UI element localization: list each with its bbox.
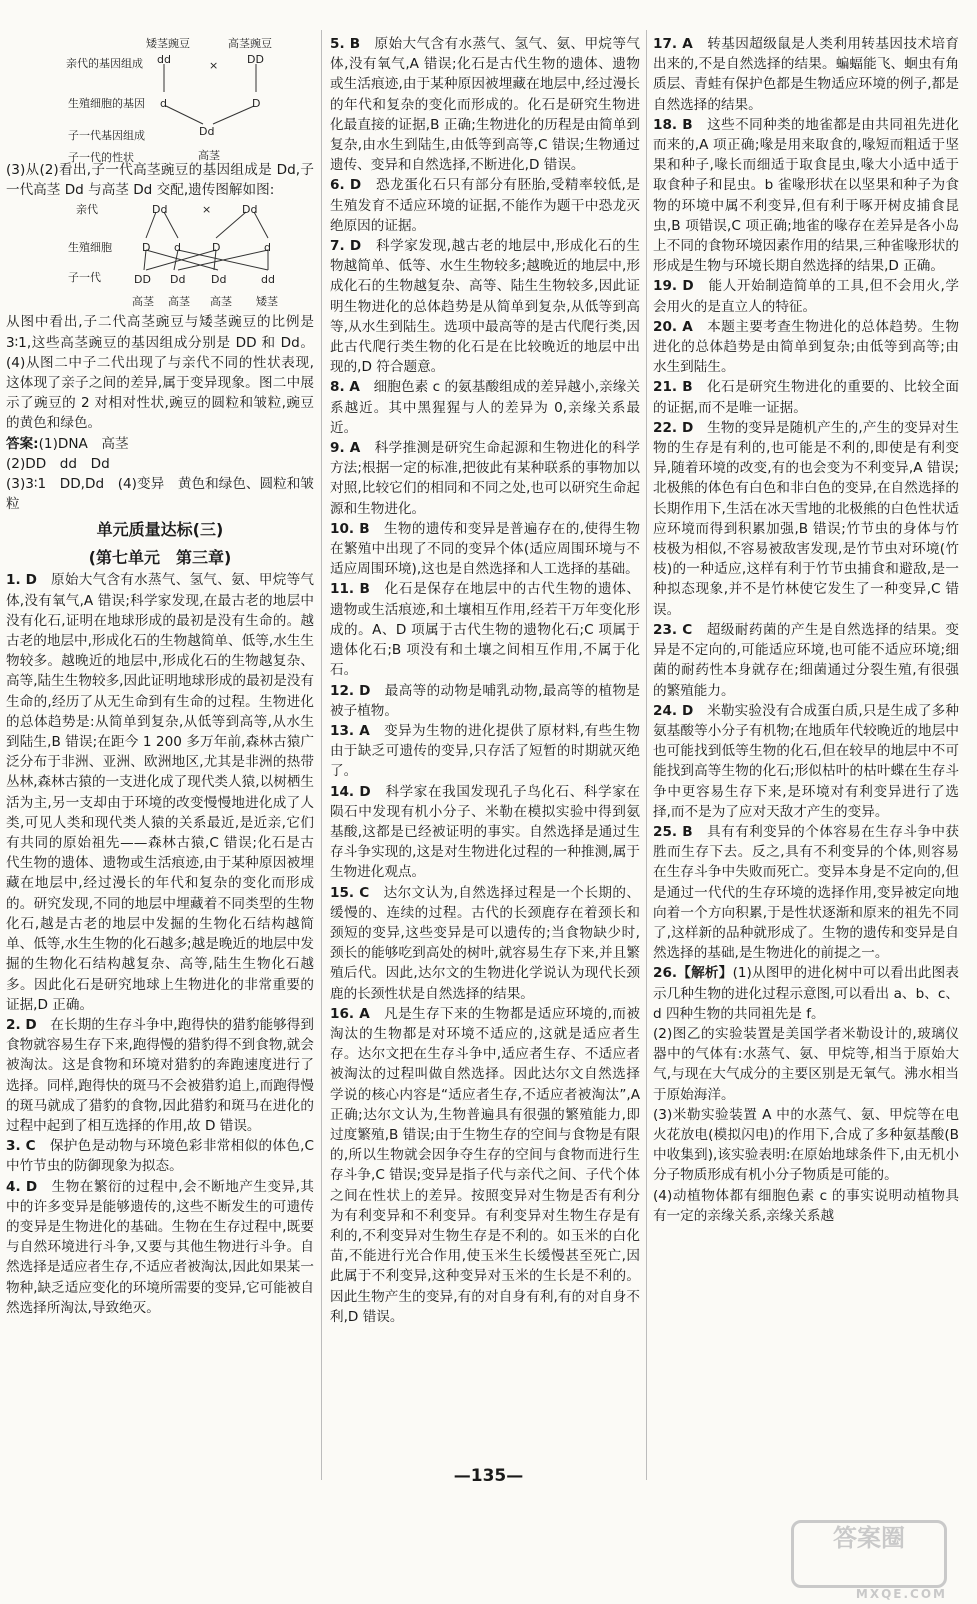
column-divider bbox=[646, 30, 647, 1480]
item-number: 10. B bbox=[330, 520, 370, 537]
item-text: 转基因超级鼠是人类利用转基因技术培育出来的,不是自然选择的结果。蝙蝠能飞、蛔虫有角质层、青蛙有保护色都是生物适应环境的例子,都是自然选择的结果。 bbox=[653, 36, 959, 113]
item-number: 12. D bbox=[330, 682, 371, 699]
item-text: 细胞色素 c 的氨基酸组成的差异越小,亲缘关系越近。其中黑猩猩与人的差异为 0,亲缘关系最近。 bbox=[330, 379, 640, 436]
analysis-tag: 【解析】 bbox=[677, 965, 733, 982]
parent-left: Dd bbox=[152, 203, 168, 217]
item-text: 生物的遗传和变异是普遍存在的,使得生物在繁殖中出现了不同的变异个体(适应周围环境与不适应周围环境),这也是自然选择和人工选择的基础。 bbox=[330, 520, 640, 578]
answer-item bbox=[653, 701, 959, 822]
child-genotype: dd bbox=[261, 273, 275, 287]
row-parent-genotype: 亲代的基因组成 bbox=[66, 57, 143, 70]
column-divider bbox=[321, 30, 322, 1480]
item-text: 科学家在我国发现孔子鸟化石、科学家在陨石中发现有机小分子、米勒在模拟实验中得到氨基酸,这都是已经被证明的事实。自然选择是通过生存斗争实现的,这是对生物进化过程的一种推测,属于生物进化观点。 bbox=[330, 783, 640, 881]
item-text: 化石是研究生物进化的重要的、比较全面的证据,而不是唯一证据。 bbox=[653, 379, 959, 416]
item-number: 22. D bbox=[653, 419, 694, 436]
genetics-paragraph-2: 从图中看出,子二代高茎豌豆与矮茎豌豆的比例是 3∶1,这些高茎豌豆的基因组成分别是 DD 和 Dd。(4)从图二中子二代出现了与亲代不同的性状表现,这体现了亲子之间的差异,属于变异现象。图二中展示了豌豆的 2 对相对性状,豌豆的圆粒和皱粒,豌豆的黄色和绿色。 bbox=[6, 314, 314, 432]
answer-item bbox=[653, 620, 959, 701]
item-text: 变异为生物的进化提供了原材料,有些生物由于缺乏可遗传的变异,只存活了短暂的时期就灭绝了。 bbox=[330, 722, 640, 780]
answer-item bbox=[330, 721, 640, 782]
answer-line-1: (1)DNA 高茎 bbox=[38, 435, 129, 452]
item-number: 25. B bbox=[653, 823, 693, 840]
item-text: 达尔文认为,自然选择过程是一个长期的、缓慢的、连续的过程。古代的长颈鹿存在着颈长和颈短的变异,这些变异是可以遗传的;当食物缺少时,颈长的能够吃到高处的树叶,就容易生存下来,并且繁殖后代。因此,达尔文的生物进化学说认为现代长颈鹿的长颈性状是自然选择的结果。 bbox=[330, 884, 640, 1002]
item-text: 凡是生存下来的生物都是适应环境的,而被淘汰的生物都是对环境不适应的,这就是适应者生存。达尔文把在生存斗争中,适应者生存、不适应者被淘汰的过程叫做自然选择。因此达尔文自然选择学说的核心内容是“适应者生存,不适应者被淘汰”,A 正确;达尔文认为,生物普遍具有很强的繁殖能力,即过度繁殖,B 错误;由于生物生存的空间与食物是有限的,所以生物就会因争夺生存的空间与食物而进行生存斗争,C 错误;变异是指子代与亲代之间、子代个体之间在性状上的差异。按照变异对生物是否有利分为有利变异和不利变异。有利变异对生物生存是有利的,不利变异对生物生存是不利的。如玉米的白化苗,不能进行光合作用,使玉米生长缓慢甚至死亡,因此属于不利变异,这种变异对玉米的生长是不利的。因此生物产生的变异,有的对自身有利,有的对自身不利,D 错误。 bbox=[330, 1005, 640, 1325]
item-text: 恐龙蛋化石只有部分有胚胎,受精率较低,是生殖发育不适应环境的证据,不能作为题干中恐龙灭绝原因的证据。 bbox=[330, 177, 640, 234]
gamete: d bbox=[174, 241, 181, 255]
item-number: 1. D bbox=[6, 572, 37, 589]
genetic-diagram-2 bbox=[6, 200, 314, 312]
answer-label: 答案: bbox=[6, 435, 39, 452]
column-3 bbox=[653, 34, 959, 1474]
unit-title: 单元质量达标(三) bbox=[96, 520, 224, 540]
item-text: 化石是保存在地层中的古代生物的遗体、遗物或生活痕迹,和土壤相互作用,经若干万年变化形成的。A、D 项属于古代生物的遗物化石;C 项属于遗体化石;B 项没有和土壤之间相互作用,不属于化石。 bbox=[330, 581, 640, 679]
item-number: 4. D bbox=[6, 1178, 38, 1195]
answer-item bbox=[330, 34, 640, 175]
item-26-part-1: (1)从图甲的进化树中可以看出此图表示几种生物的进化过程示意图,可以看出 a、b、c、d 四种生物的共同祖先是 f。 bbox=[653, 965, 959, 1022]
unit-subtitle: (第七单元 第三章) bbox=[88, 548, 232, 568]
item-number: 3. C bbox=[6, 1138, 36, 1155]
item-number: 8. A bbox=[330, 379, 360, 396]
answer-line-2: (2)DD dd Dd bbox=[6, 455, 110, 472]
item-text: 生物在繁衍的过程中,会不断地产生变异,其中的许多变异是能够遗传的,这些不断发生的可遗传的变异是生物进化的基础。生物在生存过程中,既要与自然环境进行斗争,又要与其他生物进行斗争。自然选择是适应者生存,不适应者被淘汰,因此如果某一物种,缺乏适应变化的环境所需要的变异,它可能被自然选择所淘汰,导致绝灭。 bbox=[6, 1178, 314, 1316]
answer-item bbox=[653, 34, 959, 115]
answer-item bbox=[330, 883, 640, 1004]
item-number: 7. D bbox=[330, 238, 362, 255]
item-text: 米勒实验没有合成蛋白质,只是生成了多种氨基酸等小分子有机物;在地质年代较晚近的地层中也可能找到低等生物的化石,但在较早的地层中不可能找到高等生物的化石;形似枯叶的枯叶蝶在生存斗争中更容易生存下来,是环境对有利变异进行了选择,而不是为了应对天敌才产生的变异。 bbox=[653, 702, 959, 820]
item-number: 21. B bbox=[653, 379, 693, 396]
item-text: 科学推测是研究生命起源和生物进化的科学方法;根据一定的标准,把彼此有某种联系的事物加以对照,比较它们的相同和不同之处,也可以研究生命起源和生物进化。 bbox=[330, 440, 640, 517]
answer-item bbox=[653, 822, 959, 963]
gamete-left: d bbox=[160, 97, 167, 110]
answer-item bbox=[330, 681, 640, 721]
answer-item bbox=[330, 236, 640, 377]
parent-right: Dd bbox=[242, 203, 258, 217]
item-26-part-3: (3)米勒实验装置 A 中的水蒸气、氨、甲烷等在电火花放电(模拟闪电)的作用下,合成了多种氨基酸(B 中收集到),该实验表明:在原始地球条件下,由无机小分子物质形成有机小分子物质是可能的。 bbox=[653, 1106, 959, 1184]
item-text: 能人开始制造简单的工具,但不会用火,学会用火的是直立人的特征。 bbox=[653, 278, 959, 315]
parent-left-label: 矮茎豌豆 bbox=[146, 37, 190, 50]
column-1 bbox=[6, 34, 314, 1474]
item-text: 本题主要考查生物进化的总体趋势。生物进化的总体趋势是由简单到复杂;由低等到高等;由水生到陆生。 bbox=[653, 318, 959, 376]
answer-item bbox=[330, 519, 640, 580]
child-trait: 高茎 bbox=[198, 149, 220, 162]
answer-item bbox=[653, 418, 959, 620]
child-genotype: Dd bbox=[199, 125, 215, 138]
gamete: D bbox=[212, 241, 221, 255]
item-number: 14. D bbox=[330, 783, 371, 800]
child-trait: 高茎 bbox=[210, 295, 232, 309]
genotype-left: dd bbox=[157, 53, 171, 66]
parent-right-label: 高茎豌豆 bbox=[228, 37, 272, 50]
item-text: 最高等的动物是哺乳动物,最高等的植物是被子植物。 bbox=[330, 682, 640, 719]
genetics-paragraph-1: (3)从(2)看出,子一代高茎豌豆的基因组成是 Dd,子一代高茎 Dd 与高茎 Dd 交配,遗传图解如图: bbox=[6, 162, 314, 199]
item-text: 在长期的生存斗争中,跑得快的猎豹能够得到食物就容易生存下来,跑得慢的猎豹得不到食物,就会被淘汰。这是食物和环境对猎豹的奔跑速度进行了选择。同样,跑得快的斑马不会被猎豹追上,而跑得慢的斑马就成了猎豹的食物,因此猎豹和斑马在进化的过程中起到了相互选择的作用,故 D 错误。 bbox=[6, 1016, 314, 1134]
item-26-part-4: (4)动植物体都有细胞色素 c 的事实说明动植物具有一定的亲缘关系,亲缘关系越 bbox=[653, 1187, 959, 1224]
item-text: 具有有利变异的个体容易在生存斗争中获胜而生存下去。反之,具有不利变异的个体,则容易在生存斗争中失败而死亡。变异本身是不定向的,但是通过一代代的生存环境的选择作用,变异被定向地向着一个方向积累,于是性状逐渐和原来的祖先不同了,这样新的品种就形成了。生物的遗传和变异是自然选择的基础,是生物进化的前提之一。 bbox=[653, 823, 959, 962]
answer-item bbox=[653, 317, 959, 378]
item-text: 保护色是动物与环境色彩非常相似的体色,C 中竹节虫的防御现象为拟态。 bbox=[6, 1138, 314, 1175]
row-child: 子一代 bbox=[68, 271, 101, 285]
page-number: —135— bbox=[453, 1466, 524, 1486]
item-number: 5. B bbox=[330, 36, 361, 52]
answer-item-26 bbox=[653, 963, 959, 1024]
genetic-diagram-1 bbox=[6, 34, 314, 164]
child-genotype: DD bbox=[134, 273, 151, 287]
genotype-right: DD bbox=[247, 53, 264, 66]
answer-item bbox=[653, 115, 959, 277]
item-number: 2. D bbox=[6, 1016, 37, 1033]
item-number: 9. A bbox=[330, 440, 361, 457]
answer-block bbox=[6, 434, 314, 454]
item-number: 11. B bbox=[330, 581, 370, 598]
item-number: 18. B bbox=[653, 116, 693, 133]
answer-item bbox=[6, 1177, 314, 1318]
row-parent: 亲代 bbox=[76, 203, 98, 217]
item-text: 科学家发现,越古老的地层中,形成化石的生物越简单、低等、水生生物较多;越晚近的地层中,形成化石的生物越复杂、高等、陆生生物较多,因此证明生物进化的总体趋势是从简单到复杂,从低等到高等,从水生到陆生。选项中最高等的是古代爬行类,因此古代爬行类生物的化石是在比较晚近的地层中出现的,D 符合题意。 bbox=[330, 238, 640, 376]
answer-item bbox=[330, 377, 640, 438]
child-trait: 矮茎 bbox=[256, 295, 278, 309]
answer-item bbox=[6, 1136, 314, 1176]
answer-item bbox=[330, 579, 640, 680]
item-number: 24. D bbox=[653, 702, 694, 719]
item-text: 原始大气含有水蒸气、氢气、氨、甲烷等气体,没有氧气,A 错误;科学家发现,在最古老的地层中没有化石,证明在地球形成的最初是没有生命的。越古老的地层中,形成化石的生物越简单、低等,水生生物较多。越晚近的地层中,形成化石的生物越复杂、高等,陆生生物较多,因此证明地球形成的最初是没有生命的,经历了从无生命到有生命的过程。生物进化的总体趋势是:从简单到复杂,从低等到高等,从水生到陆生,B 错误;在距今 1 200 多万年前,森林古猿广泛分布于非洲、亚洲、欧洲地区,尤其是非洲的热带丛林,森林古猿的一支进化成了现代类人猿,以树栖生活为主,另一支却由于环境的改变慢慢地进化成了人类,可见人类和现代类人猿的关系最近,是近亲,它们有共同的原始祖先——森林古猿,C 错误;化石是古代生物的遗体、遗物或生活痕迹,由于某种原因被埋藏在地层中,经过漫长的年代和复杂的变化而形成的。研究发现,不同的地层中埋藏着不同类型的生物化石,越是古老的地层中发掘的生物化石结构越简单、低等,水生生物的化石越多;越是晚近的地层中发掘的生物化石结构越复杂、高等,陆生生物化石越多。因此化石是研究地球上生物进化的非常重要的证据,D 正确。 bbox=[6, 572, 314, 1013]
answer-item bbox=[330, 175, 640, 236]
child-genotype: Dd bbox=[211, 273, 227, 287]
watermark-url: MXQE.COM bbox=[855, 1587, 947, 1601]
item-text: 生物的变异是随机产生的,产生的变异对生物的生存是有利的,也可能是不利的,即使是有利变异,随着环境的改变,有的也会变为不利变异,A 错误;北极熊的体色有白色和非白色的变异,在自然选择的长期作用下,生活在冰天雪地的北极熊的白色性状适应环境而得到积累加强,B 错误;竹节虫的身体与竹枝极为相似,不容易被敌害发现,是竹节虫对环境(竹枝)的一种适应,这样有利于竹节虫捕食和避敌,是一种拟态现象,并不是竹林使它发生了一种变异,C 错误。 bbox=[653, 419, 959, 618]
answer-item bbox=[6, 1015, 314, 1136]
item-text: 超级耐药菌的产生是自然选择的结果。变异是不定向的,可能适应环境,也可能不适应环境;细菌的耐药性本身就存在;细菌通过分裂生殖,有很强的繁殖能力。 bbox=[653, 621, 959, 699]
watermark-logo: 答案圈 bbox=[791, 1520, 947, 1588]
answer-line-3: (3)3∶1 DD,Dd (4)变异 黄色和绿色、圆粒和皱粒 bbox=[6, 476, 314, 513]
answer-item bbox=[330, 438, 640, 519]
gamete: d bbox=[264, 241, 271, 255]
item-number: 19. D bbox=[653, 278, 694, 295]
answer-item bbox=[653, 377, 959, 417]
row-child-genotype: 子一代基因组成 bbox=[68, 129, 145, 142]
row-child-trait: 子一代的性状 bbox=[68, 151, 134, 164]
item-number: 23. C bbox=[653, 621, 693, 638]
column-2 bbox=[330, 34, 640, 1474]
item-number: 6. D bbox=[330, 177, 362, 194]
item-text: 这些不同种类的地雀都是由共同祖先进化而来的,A 项正确;喙是用来取食的,喙短而粗适于坚果和种子,喙长而细适于取食昆虫,喙大小适中适于取食种子和昆虫。b 雀喙形状在以坚果和种子为食物的环境中属不利变异,但有利于啄开树皮捕食昆虫,B 项错误,C 项正确;地雀的喙存在差异是各小岛上不同的食物环境因素作用的结果,三种雀喙形状的形成是生物与环境长期自然选择的结果,D 正确。 bbox=[653, 116, 959, 275]
row-gamete: 生殖细胞 bbox=[68, 241, 112, 255]
child-genotype: Dd bbox=[170, 273, 186, 287]
item-number: 13. A bbox=[330, 722, 370, 739]
item-number: 15. C bbox=[330, 884, 370, 901]
item-number: 16. A bbox=[330, 1005, 370, 1022]
answer-item bbox=[330, 1004, 640, 1327]
gamete-right: D bbox=[252, 97, 261, 110]
gamete: D bbox=[142, 241, 151, 255]
row-gamete: 生殖细胞的基因 bbox=[68, 97, 145, 110]
item-number: 20. A bbox=[653, 318, 693, 335]
cross-symbol: × bbox=[202, 203, 212, 217]
answer-item bbox=[653, 276, 959, 316]
child-trait: 高茎 bbox=[168, 295, 190, 309]
item-26-part-2: (2)图乙的实验装置是美国学者米勒设计的,玻璃仪器中的气体有:水蒸气、氨、甲烷等,相当于原始大气,与现在大气成分的主要区别是无氧气。沸水相当于原始海洋。 bbox=[653, 1025, 959, 1103]
answer-item bbox=[330, 782, 640, 883]
child-trait: 高茎 bbox=[132, 295, 154, 309]
cross-symbol: × bbox=[209, 59, 219, 72]
item-number: 17. A bbox=[653, 36, 693, 52]
item-number: 26. bbox=[653, 965, 678, 982]
answer-item bbox=[6, 570, 314, 1014]
item-text: 原始大气含有水蒸气、氢气、氨、甲烷等气体,没有氧气,A 错误;化石是古代生物的遗体、遗物或生活痕迹,由于某种原因被埋藏在地层中,经过漫长的年代和复杂的变化而形成的。化石是研究生物进化最直接的证据,B 正确;生物进化的历程是由简单到复杂,由水生到陆生,由低等到高等,C 错误;生物通过遗传、变异和自然选择,不断进化,D 错误。 bbox=[330, 36, 640, 174]
